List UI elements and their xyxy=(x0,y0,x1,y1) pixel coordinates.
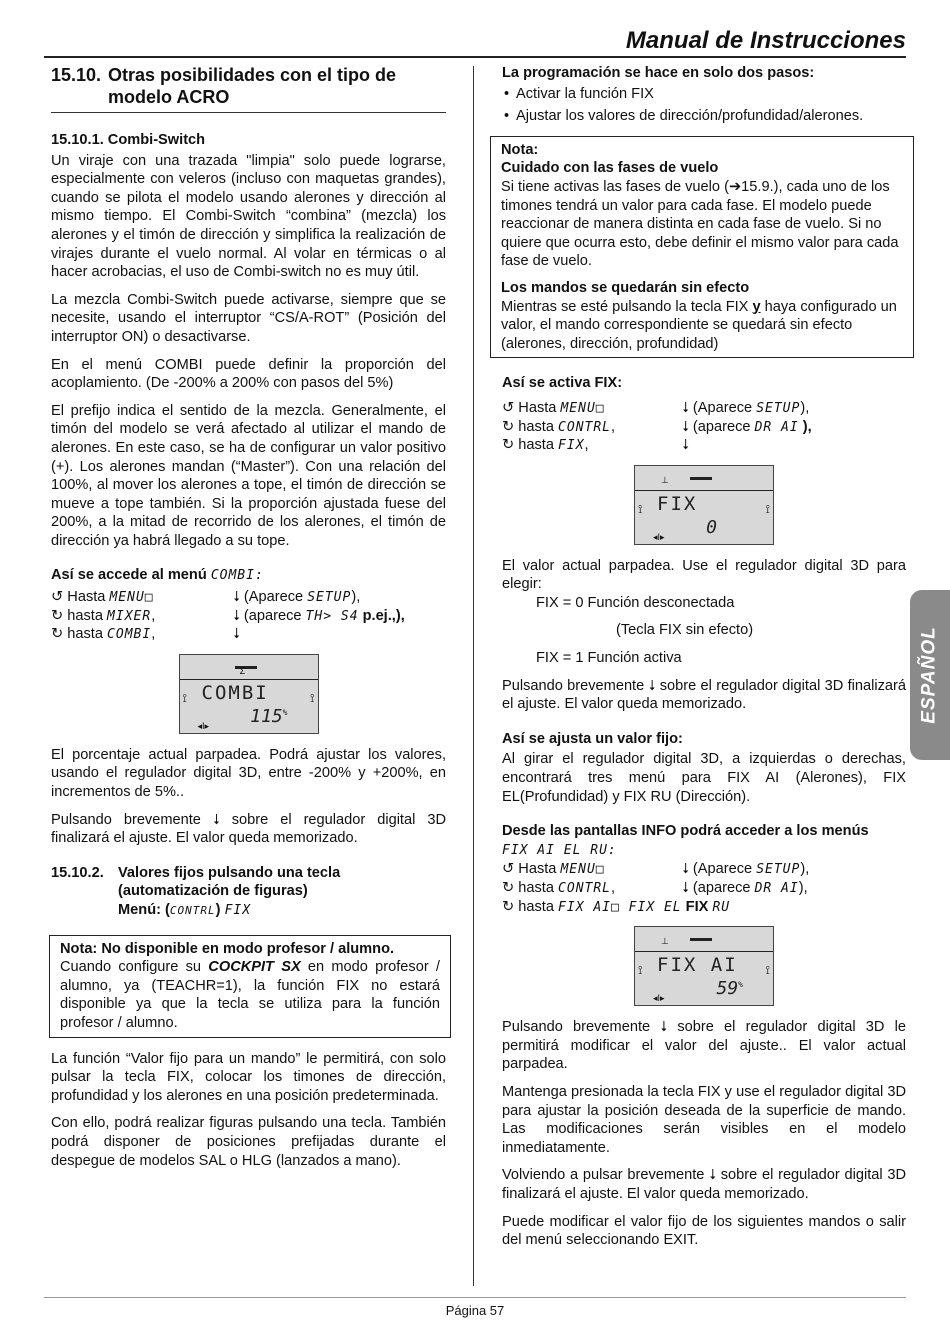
trim-right-icon: ⟟ xyxy=(765,963,770,978)
list-item: • Activar la función FIX xyxy=(502,85,906,104)
paragraph: Puede modificar el valor fijo de los siguientes mandos o salir del menú seleccionando EXIT. xyxy=(502,1213,906,1249)
plane-icon xyxy=(235,661,257,669)
page-number: Página 57 xyxy=(445,1303,505,1318)
trim-right-icon: ⟟ xyxy=(765,501,770,516)
lcd-mode: FIX xyxy=(657,492,698,515)
trim-right-icon: ⟟ xyxy=(310,690,315,705)
fixed-value-title: Así se ajusta un valor fijo: xyxy=(502,730,683,747)
left-column xyxy=(51,64,446,1179)
paragraph: La función “Valor fijo para un mando” le permitirá, con solo pulsar la tecla FIX, colocar los timones de dirección, profundidad y los alerones en una posición predeterminada. xyxy=(51,1050,446,1104)
paragraph: Con ello, podrá realizar figuras pulsando una tecla. También podrá disponer de posiciones prefijadas durante el despegue de modelos SAL o HLG (lanzados a mano). xyxy=(51,1115,446,1169)
menu-step: ↺ Hasta MENU□ ⭣ (Aparece SETUP), xyxy=(51,589,361,606)
menu-step: ↺ Hasta MENU□ ⭣ (Aparece SETUP), xyxy=(502,861,810,878)
trim-left-icon: ⟟ xyxy=(638,501,643,516)
menu-step: ↻ hasta CONTRL, ⭣ (aparece DR AI), xyxy=(502,880,808,896)
programming-title: La programación se hace en solo dos pasos: xyxy=(502,65,815,81)
paragraph: El valor actual parpadea. Use el regulador digital 3D para elegir: xyxy=(502,557,906,593)
column-divider xyxy=(473,66,474,1286)
footer-rule xyxy=(44,1297,906,1298)
info-menus-lcd: FIX AI EL RU: xyxy=(502,842,617,858)
section-heading-rule xyxy=(51,112,446,113)
access-menu-title: Así se accede al menú COMBI: xyxy=(51,567,264,584)
paragraph: El porcentaje actual parpadea. Podrá ajustar los valores, usando el regulador digital 3D, entre -200% y +200%, en incrementos de 5%.. xyxy=(51,746,446,801)
plane-icon xyxy=(690,933,712,941)
note-box-teacher: Nota: No disponible en modo profesor / alumno. Cuando configure su COCKPIT SX en modo profesor / alumno, ya (TEACHR=1), la función FIX no estará disponible ya que la tecla se utiliza para la función profesor / alumno. xyxy=(49,935,451,1038)
menu-steps xyxy=(502,399,906,455)
trim-bottom-icon: ◂I▸ xyxy=(653,531,665,542)
paragraph: Volviendo a pulsar brevemente ⭣ sobre el regulador digital 3D finalizará el ajuste. El valor queda memorizado. xyxy=(502,1167,906,1202)
trim-left-icon: ⟟ xyxy=(638,963,643,978)
paragraph: Pulsando brevemente ⭣ sobre el regulador digital 3D finalizará el ajuste. El valor queda memorizado. xyxy=(502,677,906,713)
lcd-screen-fix-ai xyxy=(634,926,774,1006)
info-screens-title: Desde las pantallas INFO podrá acceder a los menús xyxy=(502,823,869,840)
menu-step: ↻ hasta COMBI, ⭣ xyxy=(51,626,240,643)
paragraph: En el menú COMBI puede definir la proporción del acoplamiento. (De -200% a 200% con pasos del 5%) xyxy=(51,356,446,392)
lcd-value: 115% xyxy=(250,705,288,727)
paragraph: Pulsando brevemente ⭣ sobre el regulador digital 3D finalizará el ajuste. El valor queda memorizado. xyxy=(51,811,446,847)
subsection-title-fix: 15.10.2. Valores fijos pulsando una tecla (automatización de figuras) Menú: (CONTRL) FIX xyxy=(51,864,341,918)
sigma-icon: Σ xyxy=(239,665,246,676)
trim-bottom-icon: ◂I▸ xyxy=(197,720,210,731)
lcd-screen-fix xyxy=(634,465,774,545)
header-rule xyxy=(44,56,906,58)
paragraph: Mantenga presionada la tecla FIX y use el regulador digital 3D para ajustar la posición deseada de la superficie de mando. Las modificaciones serán visibles en el modelo inmediatamente. xyxy=(502,1083,906,1156)
menu-steps xyxy=(51,588,446,644)
fix-option: FIX = 0 Función desconectada xyxy=(536,594,735,611)
paragraph: El prefijo indica el sentido de la mezcla. Generalmente, el timón del modelo se verá afectado al utilizar el mando de alerones. En este caso, se ha de configurar un valor positivo (+). Los alerones mandan (“Master”). Con una relación del 100%, al mover los alerones a tope, el timón de dirección se mueve a tope también. Si la proporción ajustada fuese del 200%, a la mitad de recorrido de los alerones, el timón de dirección ya habrá llegado a su tope. xyxy=(51,402,446,549)
menu-step: ↻ hasta CONTRL, ⭣ (aparece DR AI ), xyxy=(502,418,812,435)
right-column xyxy=(502,64,906,1259)
note-box-flight-phases: Nota: Cuidado con las fases de vuelo Si tiene activas las fases de vuelo (➔15.9.), cada uno de los timones tendrá un valor para cada fase. El modelo puede reaccionar de manera distinta en cada fase de vuelo. Si no quiere que ocurra esto, debe definir el mismo valor para cada fase de vuelo. Los mandos se quedarán sin efecto Mientras se esté pulsando la tecla FIX y haya configurado un valor, el mando correspondiente se quedará sin efecto (alerones, dirección, profundidad) xyxy=(490,136,914,359)
trim-bottom-icon: ◂I▸ xyxy=(653,993,665,1004)
lcd-mode: COMBI xyxy=(201,681,269,704)
subsection-title-combi: 15.10.1. Combi-Switch xyxy=(51,132,206,148)
page-header-title: Manual de Instrucciones xyxy=(625,27,906,54)
lcd-screen-combi xyxy=(179,654,319,734)
menu-step: ↻ hasta FIX, ⭣ xyxy=(502,437,689,454)
trim-left-icon: ⟟ xyxy=(182,690,187,705)
lcd-value: 59% xyxy=(716,978,743,1000)
lcd-value: 0 xyxy=(706,516,717,538)
activate-fix-title: Así se activa FIX: xyxy=(502,375,623,392)
menu-step: ↻ hasta MIXER, ⭣ (aparece TH> S4 p.ej.,), xyxy=(51,607,405,624)
menu-step: ↺ Hasta MENU□ ⭣ (Aparece SETUP), xyxy=(502,399,810,416)
paragraph: La mezcla Combi-Switch puede activarse, siempre que se necesite, usando el interruptor “CS/A-ROT” (Posición del interruptor ON) o desactivarse. xyxy=(51,291,446,345)
list-item: • Ajustar los valores de dirección/profundidad/alerones. xyxy=(502,107,906,126)
language-tab: ESPAÑOL xyxy=(910,590,950,760)
plane-icon xyxy=(690,472,712,480)
section-heading: 15.10. Otras posibilidades con el tipo de modelo ACRO xyxy=(51,65,397,107)
paragraph: Al girar el regulador digital 3D, a izquierdas o derechas, encontrará tres menú para FIX AI (Alerones), FIX EL(Profundidad) y FIX RU (Dirección). xyxy=(502,751,906,805)
brand-name: COCKPIT SX xyxy=(208,959,301,976)
trim-marker-icon: ⊥ xyxy=(661,936,669,947)
trim-marker-icon: ⊥ xyxy=(661,474,669,485)
menu-steps xyxy=(502,860,906,916)
menu-step: ↻ hasta FIX AI□ FIX EL FIX RU xyxy=(502,898,731,915)
fix-option-note: (Tecla FIX sin efecto) xyxy=(616,622,754,639)
paragraph: Un viraje con una trazada "limpia" solo puede lograrse, especialmente con veleros (incluso con maquetas grandes), cuando se pilota el modelo usando alerones y dirección al mismo tiempo. El Combi-Switch “combina” (mezcla) los alerones y el timón de dirección y simplifica la realización de virajes durante el vuelo normal. Al volar en térmicas o al hacer acrobacias, el uso de Combi-switch no es muy útil. xyxy=(51,152,446,281)
paragraph: Pulsando brevemente ⭣ sobre el regulador digital 3D le permitirá modificar el valor del ajuste.. El valor actual parpadea. xyxy=(502,1019,906,1073)
fix-option: FIX = 1 Función activa xyxy=(536,650,682,667)
lcd-mode: FIX AI xyxy=(657,954,738,977)
